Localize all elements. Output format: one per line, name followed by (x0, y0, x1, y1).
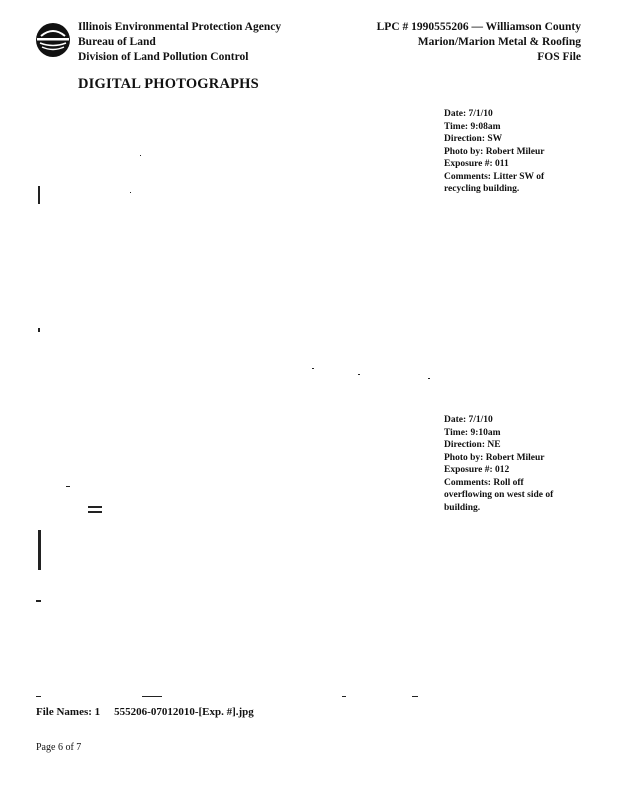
file-type: FOS File (537, 51, 581, 63)
scan-artifact (428, 378, 430, 379)
scan-artifact (38, 328, 40, 332)
page-number: Page 6 of 7 (36, 742, 82, 753)
file-names-value: 555206-07012010-[Exp. #].jpg (114, 706, 254, 718)
document-title: DIGITAL PHOTOGRAPHS (78, 76, 259, 92)
site-name: Marion/Marion Metal & Roofing (417, 36, 581, 48)
scan-artifact (66, 486, 70, 487)
photo-comments: Comments: Litter SW of recycling building. (444, 171, 545, 194)
scan-artifact (38, 530, 41, 570)
scan-artifact (142, 696, 162, 697)
photo-info-block (444, 108, 604, 196)
scan-artifact (38, 186, 40, 204)
scan-artifact (88, 511, 102, 513)
scan-artifact (130, 192, 131, 193)
scan-artifact (36, 696, 41, 697)
photo-by: Photo by: Robert Mileur (444, 146, 545, 157)
photo-info-block (444, 414, 604, 514)
file-names-label: File Names: 1 (36, 706, 101, 718)
agency-name: Illinois Environmental Protection Agency (78, 21, 282, 33)
scan-artifact (312, 368, 314, 369)
bureau-name: Bureau of Land (78, 36, 156, 48)
photo-date: Date: 7/1/10 (444, 415, 493, 425)
scan-artifact (342, 696, 346, 697)
scan-artifact (88, 506, 102, 508)
file-names (36, 706, 254, 718)
photo-time: Time: 9:10am (444, 427, 501, 438)
photo-time: Time: 9:08am (444, 121, 501, 132)
lpc-number: LPC # 1990555206 — Williamson County (376, 21, 581, 33)
photo-by: Photo by: Robert Mileur (444, 452, 545, 463)
photo-direction: Direction: NE (444, 440, 501, 450)
photo-comments: Comments: Roll off overflowing on west side of building. (444, 477, 554, 513)
agency-header (78, 20, 281, 65)
division-name: Division of Land Pollution Control (78, 51, 249, 63)
scan-artifact (358, 374, 360, 375)
photo-date: Date: 7/1/10 (444, 109, 493, 119)
photo-direction: Direction: SW (444, 134, 503, 144)
site-header (377, 20, 581, 65)
scan-artifact (140, 155, 141, 156)
scan-artifact (412, 696, 418, 697)
scan-artifact (36, 600, 41, 602)
photo-exposure: Exposure #: 012 (444, 465, 510, 475)
iepa-logo-icon (35, 22, 71, 58)
photo-exposure: Exposure #: 011 (444, 159, 509, 169)
